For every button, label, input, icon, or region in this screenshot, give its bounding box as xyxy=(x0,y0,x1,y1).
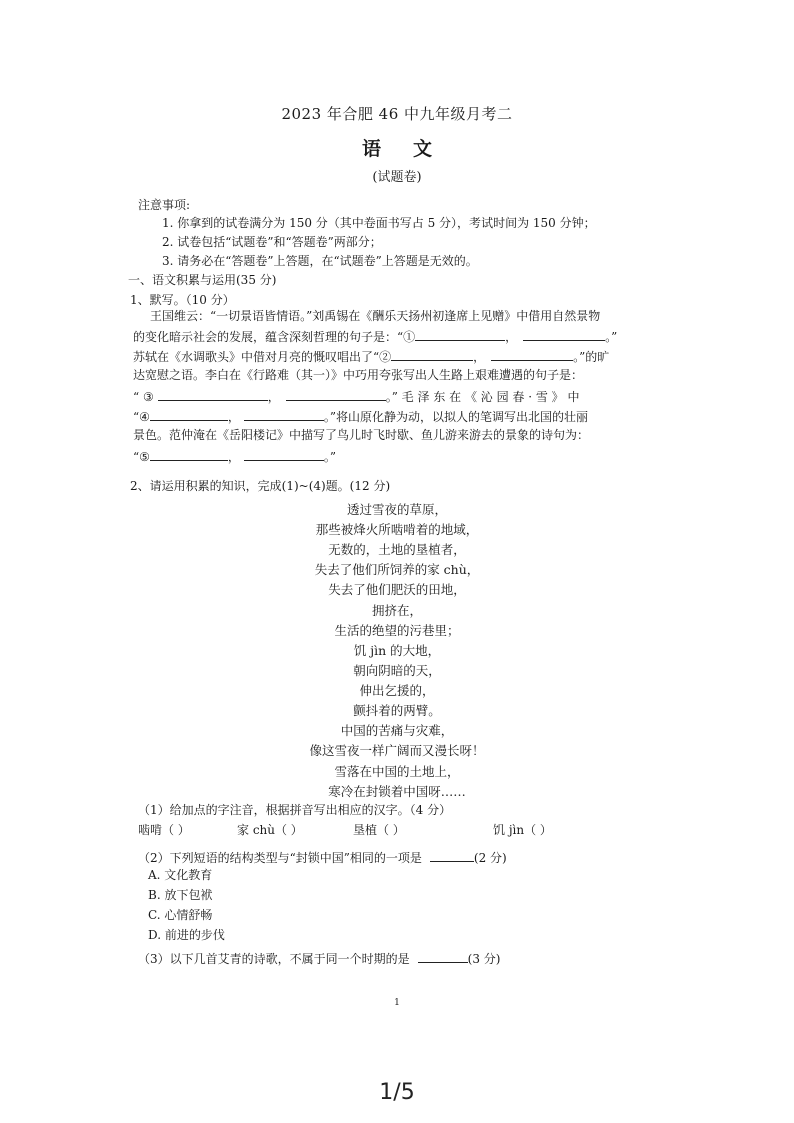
sub-question-1: （1）给加点的字注音，根据拼音写出相应的汉字。（4 分） xyxy=(138,803,452,817)
blank-5a[interactable] xyxy=(150,449,228,461)
blank-1a[interactable] xyxy=(415,329,505,341)
poem-line: 颤抖着的两臂。 xyxy=(353,703,441,718)
question-2-heading: 2、请运用积累的知识，完成(1)~(4)题。(12 分) xyxy=(130,479,391,493)
blank-4a[interactable] xyxy=(150,409,228,421)
pinyin-item: 饥 jìn（ ） xyxy=(493,823,552,837)
q1-line-1: 王国维云：“一切景语皆情语。”刘禹锡在《酬乐天扬州初逢席上见赠》中借用自然景物 xyxy=(150,309,601,323)
blank-2a[interactable] xyxy=(391,349,473,361)
q1-line-2: 的变化暗示社会的发展，蕴含深刻哲理的句子是：“① ， 。” xyxy=(133,330,618,344)
notice-item-3: 3. 请务必在“答题卷”上答题，在“试题卷”上答题是无效的。 xyxy=(162,254,478,268)
exam-title: 2023 年合肥 46 中九年级月考二 xyxy=(281,105,513,123)
poem-line: 透过雪夜的草原， xyxy=(346,502,447,517)
poem-line: 饥 jìn 的大地， xyxy=(353,643,441,658)
q1-line-6: “④ ， 。”将山原化静为动，以拟人的笔调写出北国的壮丽 xyxy=(133,410,589,424)
paper-type: (试题卷) xyxy=(372,170,422,185)
poem-line: 无数的，土地的垦植者， xyxy=(328,542,466,557)
blank-2b[interactable] xyxy=(491,349,573,361)
poem-line: 失去了他们所饲养的家 chù， xyxy=(314,562,480,577)
pinyin-item: 垦植（ ） xyxy=(353,823,405,837)
notice-item-2: 2. 试卷包括“试题卷”和“答题卷”两部分； xyxy=(162,235,382,249)
blank-3b[interactable] xyxy=(286,389,386,401)
subject-title: 语文 xyxy=(361,138,464,160)
poem-line: 失去了他们肥沃的田地， xyxy=(328,582,466,597)
option-b: B. 放下包袱 xyxy=(148,888,213,902)
poem-line: 拥挤在， xyxy=(371,603,422,618)
q1-line-5: “ ③ ， 。” 毛 泽 东 在 《 沁 园 春 · 雪 》 中 xyxy=(133,390,580,404)
answer-blank-3[interactable] xyxy=(418,951,468,963)
q1-line-7: 景色。范仲淹在《岳阳楼记》中描写了鸟儿时飞时歇、鱼儿游来游去的景象的诗句为： xyxy=(133,428,590,442)
poem-line: 中国的苦痛与灾难， xyxy=(340,723,454,738)
poem-line: 伸出乞援的， xyxy=(359,683,435,698)
blank-1b[interactable] xyxy=(523,329,605,341)
page-number: 1 xyxy=(394,998,400,1008)
poem-line: 像这雪夜一样广阔而又漫长呀！ xyxy=(309,743,485,758)
notice-item-1: 1. 你拿到的试卷满分为 150 分（其中卷面书写占 5 分），考试时间为 150 分钟； xyxy=(162,216,596,230)
sub-question-3: （3）以下几首艾青的诗歌，不属于同一个时期的是 (3 分) xyxy=(138,952,501,966)
poem-line: 生活的绝望的污巷里； xyxy=(334,623,460,638)
question-1-heading: 1、默写。（10 分） xyxy=(130,293,235,307)
pinyin-item: 家 chù（ ） xyxy=(237,823,303,837)
blank-4b[interactable] xyxy=(244,409,324,421)
answer-blank-2[interactable] xyxy=(430,850,474,862)
option-a: A. 文化教育 xyxy=(148,868,213,882)
poem-line: 雪落在中国的土地上， xyxy=(334,764,460,779)
notice-heading: 注意事项: xyxy=(138,198,191,212)
pinyin-item: 啮啃（ ） xyxy=(138,823,190,837)
q1-line-8: “⑤ ， 。” xyxy=(133,450,337,464)
blank-5b[interactable] xyxy=(244,449,324,461)
sub-question-2: （2）下列短语的结构类型与“封锁中国”相同的一项是 (2 分) xyxy=(138,851,507,865)
q1-line-3: 苏轼在《水调歌头》中借对月亮的慨叹唱出了“② ， 。”的旷 xyxy=(133,350,610,364)
section-1-heading: 一、语文积累与运用(35 分) xyxy=(128,273,277,287)
poem-line: 那些被烽火所啮啃着的地域， xyxy=(315,522,479,537)
option-c: C. 心情舒畅 xyxy=(148,908,213,922)
blank-3a[interactable] xyxy=(158,389,268,401)
poem-line: 寒冷在封锁着中国呀…… xyxy=(328,784,466,799)
option-d: D. 前进的步伐 xyxy=(148,928,225,942)
page-indicator: 1/5 xyxy=(379,1080,415,1105)
q1-line-4: 达宽慰之语。李白在《行路难（其一）》中巧用夸张写出人生路上艰难遭遇的句子是： xyxy=(133,368,584,382)
poem-line: 朝向阴暗的天， xyxy=(353,663,441,678)
